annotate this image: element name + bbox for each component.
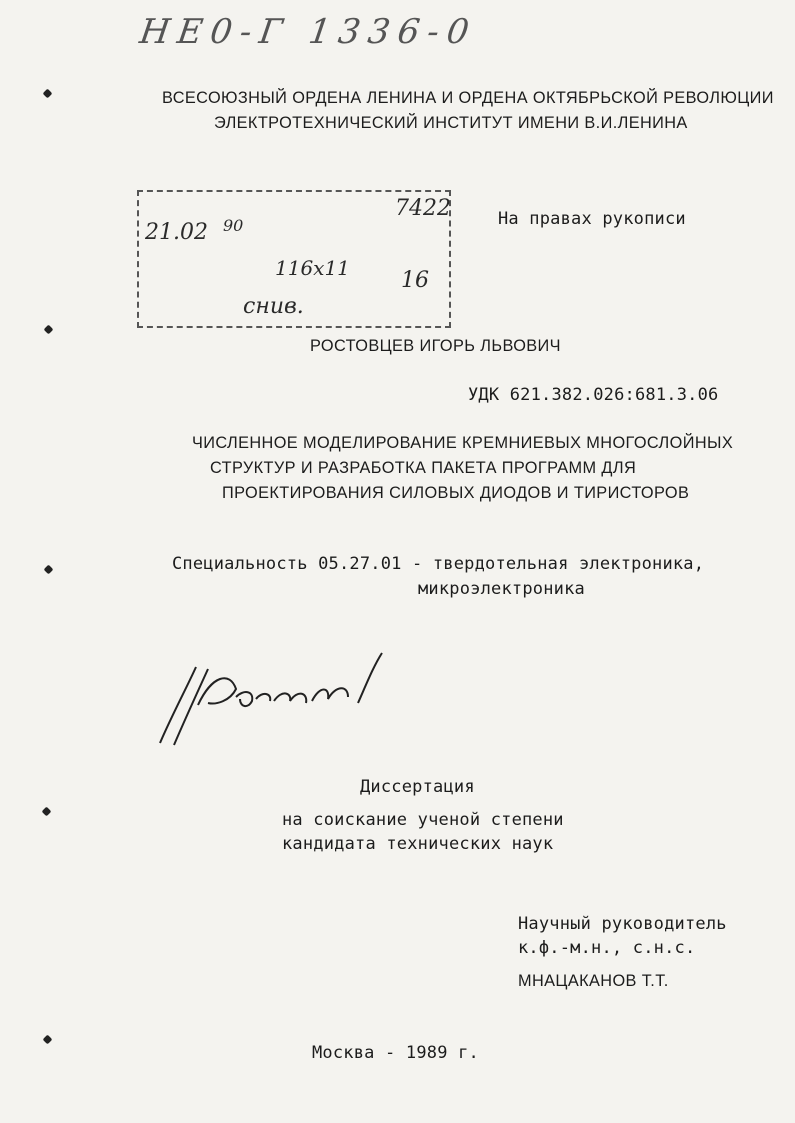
stamp-date: 21.02 <box>145 220 208 245</box>
stamp-label: снив. <box>243 294 304 319</box>
institution-line-1: ВСЕСОЮЗНЫЙ ОРДЕНА ЛЕНИНА И ОРДЕНА ОКТЯБРЬСКОЙ РЕВОЛЮЦИИ <box>162 88 774 107</box>
stamp-number: 7422 <box>395 196 451 221</box>
specialty-line-2: микроэлектроника <box>418 579 585 599</box>
stamp-count: 16 <box>401 268 429 293</box>
rights-note: На правах рукописи <box>498 209 686 229</box>
author-signature <box>152 645 392 755</box>
udc-code: УДК 621.382.026:681.3.06 <box>468 385 719 405</box>
binding-mark <box>44 325 54 335</box>
dissertation-line-3: кандидата технических наук <box>282 834 554 854</box>
stamp-code: 116x11 <box>275 256 350 280</box>
title-line-2: СТРУКТУР И РАЗРАБОТКА ПАКЕТА ПРОГРАММ ДЛЯ <box>210 458 637 477</box>
library-stamp <box>137 190 451 328</box>
binding-mark <box>43 89 53 99</box>
binding-mark <box>43 1035 53 1045</box>
supervisor-line-2: к.ф.-м.н., с.н.с. <box>518 938 696 958</box>
dissertation-line-1: Диссертация <box>360 777 475 797</box>
city-year: Москва - 1989 г. <box>312 1043 479 1063</box>
specialty-line-1: Специальность 05.27.01 - твердотельная электроника, <box>172 554 705 574</box>
author-name: РОСТОВЦЕВ ИГОРЬ ЛЬВОВИЧ <box>310 336 561 355</box>
binding-mark <box>44 565 54 575</box>
institution-line-2: ЭЛЕКТРОТЕХНИЧЕСКИЙ ИНСТИТУТ ИМЕНИ В.И.ЛЕНИНА <box>214 113 688 132</box>
supervisor-line-3: МНАЦАКАНОВ Т.Т. <box>518 971 669 990</box>
title-line-1: ЧИСЛЕННОЕ МОДЕЛИРОВАНИЕ КРЕМНИЕВЫХ МНОГОСЛОЙНЫХ <box>192 433 734 452</box>
stamp-year: 90 <box>223 216 244 235</box>
dissertation-line-2: на соискание ученой степени <box>282 810 564 830</box>
binding-mark <box>42 807 52 817</box>
handwritten-reference: НЕ0-Г 1336-0 <box>137 12 480 52</box>
title-line-3: ПРОЕКТИРОВАНИЯ СИЛОВЫХ ДИОДОВ И ТИРИСТОРОВ <box>222 483 690 502</box>
supervisor-line-1: Научный руководитель <box>518 914 727 934</box>
